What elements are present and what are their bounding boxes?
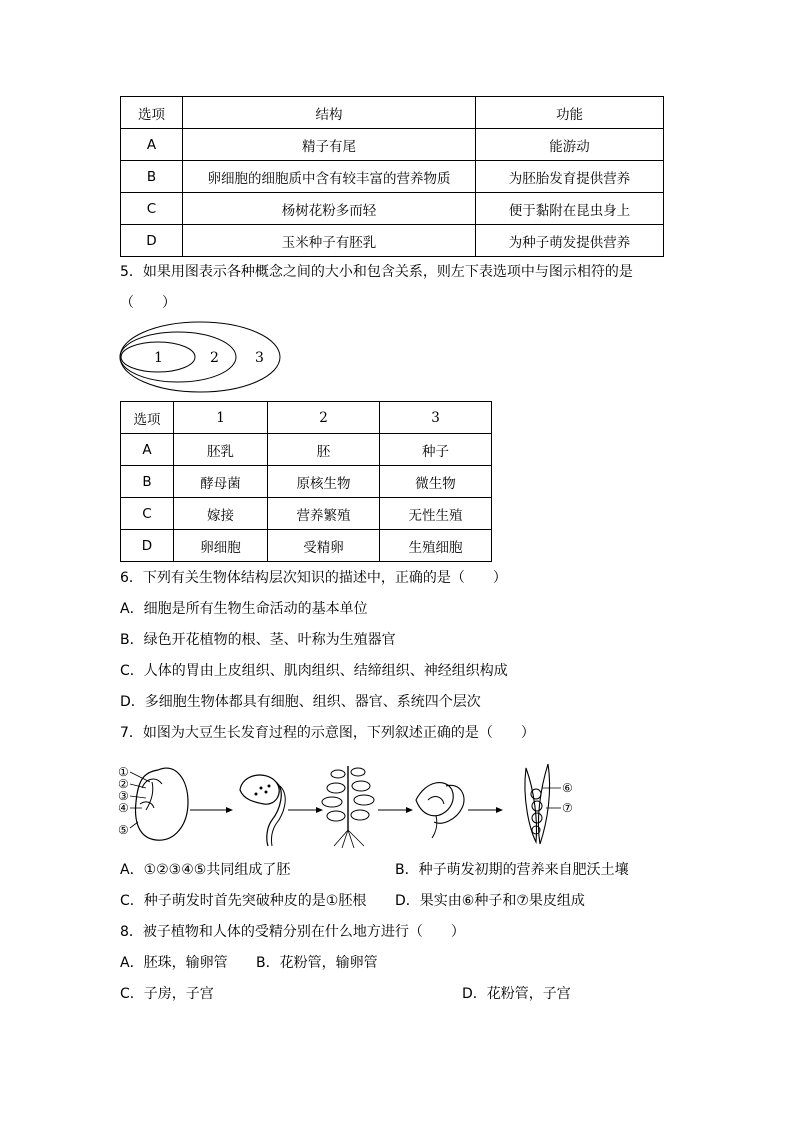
ellipse-label-1: 1 [154, 350, 163, 366]
table-cell: 酵母菌 [174, 466, 268, 498]
table-cell: B [121, 466, 174, 498]
diagram-label-5: ⑤ [118, 823, 129, 837]
table-header: 选项 [121, 97, 183, 129]
soybean-growth-diagram [116, 760, 616, 850]
arrow-icon [378, 807, 413, 813]
table-header: 选项 [121, 402, 174, 434]
diagram-label-4: ④ [118, 801, 129, 815]
arrow-icon [190, 807, 233, 813]
seed-illustration [118, 765, 188, 840]
table-header: 结构 [183, 97, 476, 129]
q5-stem: 5．如果用图表示各种概念之间的大小和包含关系，则左下表选项中与图示相符的是 [120, 264, 633, 280]
q6-option-b: B．绿色开花植物的根、茎、叶称为生殖器官 [120, 632, 396, 648]
q8-option-b: B．花粉管，输卵管 [256, 955, 378, 971]
table-header: 功能 [476, 97, 664, 129]
q6-stem: 6．下列有关生物体结构层次知识的描述中，正确的是（ ） [120, 570, 507, 586]
diagram-label-6: ⑥ [562, 781, 573, 795]
q8-stem: 8．被子植物和人体的受精分别在什么地方进行（ ） [120, 924, 465, 940]
ellipse-label-3: 3 [255, 350, 264, 366]
table-cell: A [121, 129, 183, 161]
table-header: 3 [380, 402, 492, 434]
q7-option-b: B．种子萌发初期的营养来自肥沃土壤 [395, 862, 629, 878]
table-cell: 种子 [380, 434, 492, 466]
table-cell: 为胚胎发育提供营养 [476, 161, 664, 193]
q8-option-d: D．花粉管，子宫 [462, 986, 571, 1002]
q7-option-c: C．种子萌发时首先突破种皮的是①胚根 [120, 893, 367, 909]
concept-options-table [120, 401, 492, 562]
table-cell: 嫁接 [174, 498, 268, 530]
table-cell: 营养繁殖 [268, 498, 380, 530]
table-cell: B [121, 161, 183, 193]
diagram-label-1: ① [118, 765, 129, 779]
diagram-label-7: ⑦ [562, 801, 573, 815]
q6-option-d: D．多细胞生物体都具有细胞、组织、器官、系统四个层次 [120, 694, 481, 710]
table-cell: 玉米种子有胚乳 [183, 225, 476, 257]
table-cell: 胚 [268, 434, 380, 466]
diagram-label-2: ② [118, 777, 129, 791]
table-cell: 胚乳 [174, 434, 268, 466]
flower-illustration [416, 783, 464, 838]
table-cell: 微生物 [380, 466, 492, 498]
table-cell: 能游动 [476, 129, 664, 161]
arrow-icon [468, 807, 503, 813]
table-cell: 无性生殖 [380, 498, 492, 530]
q8-option-a: A．胚珠，输卵管 [120, 955, 228, 971]
table-cell: 杨树花粉多而轻 [183, 193, 476, 225]
arrow-icon [288, 807, 323, 813]
q7-option-d: D．果实由⑥种子和⑦果皮组成 [395, 893, 585, 909]
table-cell: 便于黏附在昆虫身上 [476, 193, 664, 225]
table-cell: A [121, 434, 174, 466]
q6-option-a: A．细胞是所有生物生命活动的基本单位 [120, 601, 368, 617]
germinating-seed-illustration [240, 775, 285, 846]
structure-function-table [120, 96, 664, 257]
table-cell: 精子有尾 [183, 129, 476, 161]
pod-illustration [525, 764, 573, 844]
ellipse-label-2: 2 [210, 350, 219, 366]
table-cell: C [121, 193, 183, 225]
table-cell: 受精卵 [268, 530, 380, 562]
table-cell: D [121, 225, 183, 257]
q6-option-c: C．人体的胃由上皮组织、肌肉组织、结缔组织、神经组织构成 [120, 663, 508, 679]
q7-option-a: A．①②③④⑤共同组成了胚 [120, 862, 291, 878]
table-header: 1 [174, 402, 268, 434]
diagram-label-3: ③ [118, 789, 129, 803]
table-cell: 卵细胞的细胞质中含有较丰富的营养物质 [183, 161, 476, 193]
table-cell: 为种子萌发提供营养 [476, 225, 664, 257]
plant-illustration [322, 766, 374, 848]
q7-stem: 7．如图为大豆生长发育过程的示意图，下列叙述正确的是（ ） [120, 725, 535, 741]
q5-answer-paren: （ ） [120, 295, 176, 311]
table-cell: D [121, 530, 174, 562]
table-header: 2 [268, 402, 380, 434]
table-cell: 原核生物 [268, 466, 380, 498]
nested-ellipses-diagram [118, 320, 288, 396]
q8-option-c: C．子房，子宫 [120, 986, 214, 1002]
table-cell: C [121, 498, 174, 530]
table-cell: 生殖细胞 [380, 530, 492, 562]
table-cell: 卵细胞 [174, 530, 268, 562]
